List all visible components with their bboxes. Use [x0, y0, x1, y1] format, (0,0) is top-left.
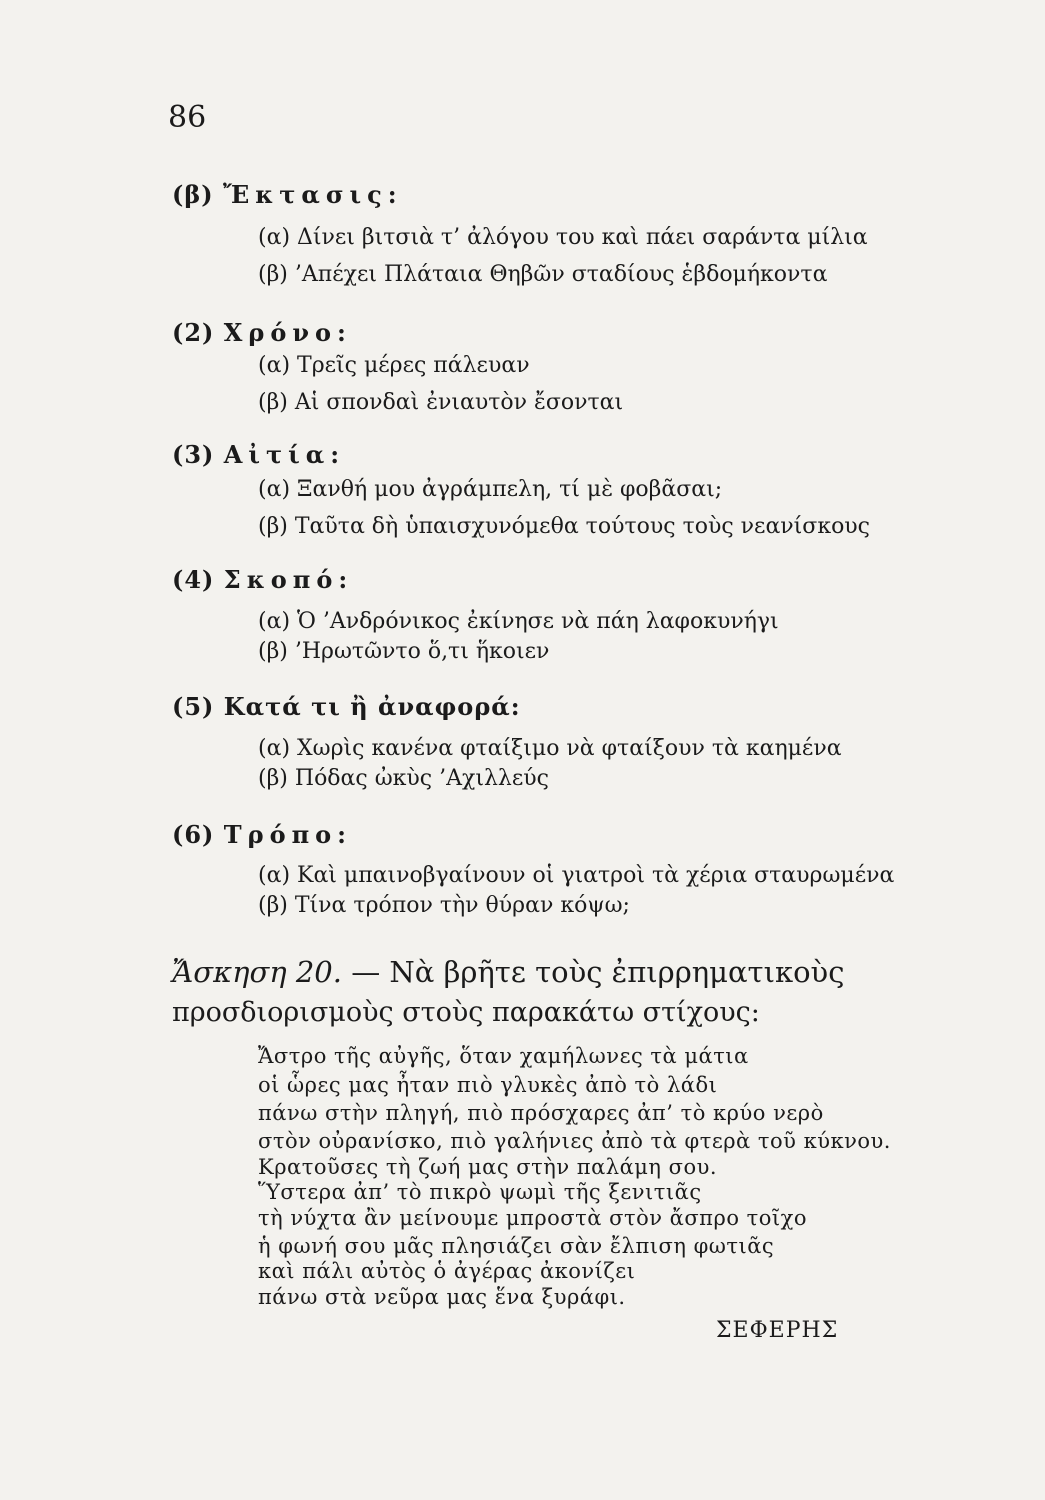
example-line: (α) Καὶ μπαινοβγαίνουν οἱ γιατροὶ τὰ χέρια σταυρωμένα	[258, 863, 895, 888]
example-line: (β) Τίνα τρόπον τὴν θύραν κόψω;	[258, 893, 630, 918]
section-number: (5)	[172, 692, 215, 721]
poem-line: στὸν οὐρανίσκο, πιὸ γαλήνιες ἀπὸ τὰ φτερὰ τοῦ κύκνου.	[258, 1129, 891, 1153]
section-title: Χρόνο:	[223, 318, 352, 347]
example-line: (β) ’Ηρωτῶντο ὅ,τι ἥκοιεν	[258, 639, 550, 664]
section-title: Αἰτία:	[223, 440, 346, 469]
poem-line: ἡ φωνή σου μᾶς πλησιάζει σὰν ἔλπιση φωτιᾶς	[258, 1234, 775, 1258]
example-line: (α) Τρεῖς μέρες πάλευαν	[258, 353, 530, 378]
section-number: (4)	[172, 565, 215, 594]
section-number: (3)	[172, 440, 215, 469]
poem-line: πάνω στὴν πληγή, πιὸ πρόσχαρες ἀπ’ τὸ κρύο νερὸ	[258, 1101, 824, 1125]
exercise-instruction: — Νὰ βρῆτε τοὺς ἐπιρρηματικοὺς	[351, 955, 845, 989]
example-line: (β) Αἱ σπονδαὶ ἐνιαυτὸν ἔσονται	[258, 390, 624, 415]
section-title: Σκοπό:	[223, 565, 354, 594]
poem-author: ΣΕΦΕΡΗΣ	[716, 1318, 839, 1343]
section-heading	[172, 180, 403, 209]
exercise-label: Ἄσκηση 20.	[172, 955, 342, 989]
example-line: (β) ’Απέχει Πλάταια Θηβῶν σταδίους ἑβδομήκοντα	[258, 262, 828, 287]
poem-line: καὶ πάλι αὐτὸς ὁ ἀγέρας ἀκονίζει	[258, 1259, 636, 1283]
exercise-heading	[172, 955, 844, 989]
example-line: (β) Πόδας ὠκὺς ’Αχιλλεύς	[258, 766, 549, 791]
example-line: (α) Δίνει βιτσιὰ τ’ ἀλόγου του καὶ πάει σαράντα μίλια	[258, 225, 868, 250]
poem-line: τὴ νύχτα ἂν μείνουμε μπροστὰ στὸν ἄσπρο τοῖχο	[258, 1206, 807, 1230]
poem-line: Ἄστρο τῆς αὐγῆς, ὅταν χαμήλωνες τὰ μάτια	[258, 1044, 749, 1068]
section-heading	[172, 318, 352, 347]
poem-line: Ὕστερα ἀπ’ τὸ πικρὸ ψωμὶ τῆς ξενιτιᾶς	[258, 1180, 702, 1204]
section-number: (β)	[172, 180, 214, 209]
section-heading	[172, 692, 521, 721]
section-heading	[172, 820, 352, 849]
example-line: (α) Ὁ ’Ανδρόνικος ἐκίνησε νὰ πάη λαφοκυνήγι	[258, 609, 779, 634]
poem-line: πάνω στὰ νεῦρα μας ἕνα ξυράφι.	[258, 1285, 626, 1309]
poem-line: Κρατοῦσες τὴ ζωή μας στὴν παλάμη σου.	[258, 1155, 718, 1179]
exercise-instruction-continued: προσδιορισμοὺς στοὺς παρακάτω στίχους:	[172, 997, 760, 1028]
section-title: Τρόπο:	[223, 820, 353, 849]
section-number: (6)	[172, 820, 215, 849]
example-line: (α) Χωρὶς κανένα φταίξιμο νὰ φταίξουν τὰ καημένα	[258, 736, 842, 761]
section-title: Κατά τι ἢ ἀναφορά:	[223, 692, 521, 721]
section-number: (2)	[172, 318, 215, 347]
section-heading	[172, 565, 353, 594]
page-number: 86	[168, 100, 207, 135]
section-title: Ἔκτασις:	[223, 180, 403, 209]
example-line: (α) Ξανθή μου ἀγράμπελη, τί μὲ φοβᾶσαι;	[258, 477, 723, 502]
section-heading	[172, 440, 345, 469]
example-line: (β) Ταῦτα δὴ ὑπαισχυνόμεθα τούτους τοὺς νεανίσκους	[258, 514, 871, 539]
poem-line: οἱ ὧρες μας ἦταν πιὸ γλυκὲς ἀπὸ τὸ λάδι	[258, 1073, 718, 1097]
